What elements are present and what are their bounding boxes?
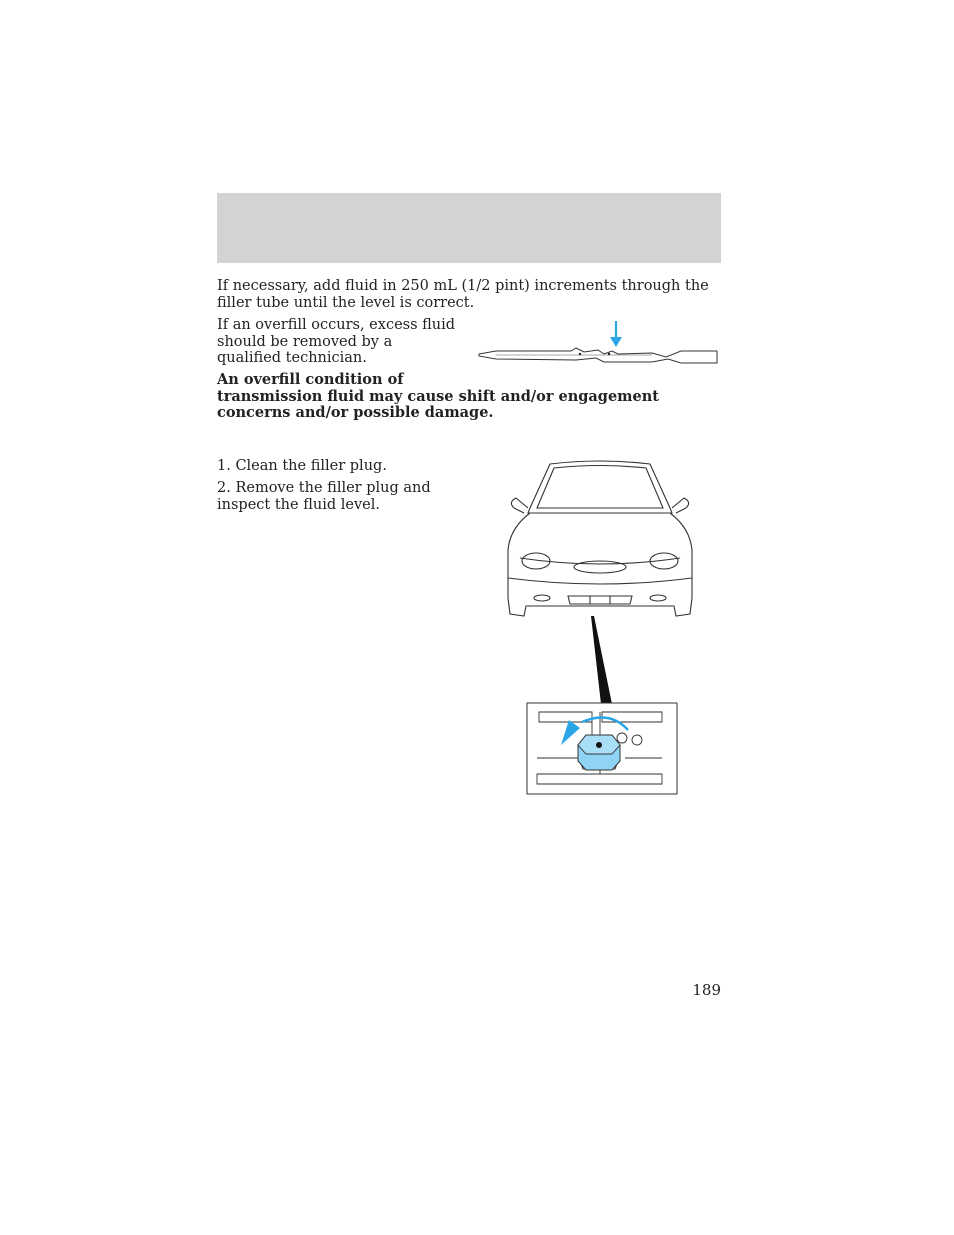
warning-text (217, 372, 721, 422)
car-front-icon (508, 461, 692, 616)
car-filler-plug-illustration (500, 458, 700, 798)
warning-line-2: transmission fluid may cause shift and/or engagement concerns and/or possible damage. (217, 387, 659, 421)
dipstick-illustration (476, 318, 721, 368)
step-clean-plug: 1. Clean the filler plug. (217, 458, 387, 474)
arrow-down-icon (610, 337, 622, 347)
paragraph-add-fluid: If necessary, add fluid in 250 mL (1/2 pint) increments through the filler tube until the level is correct. (217, 278, 709, 311)
section-header-band (217, 193, 721, 263)
warning-line-1: An overfill condition of (217, 371, 404, 388)
paragraph-overfill: If an overfill occurs, excess fluid should be removed by a qualified technician. (217, 317, 456, 366)
step-remove-plug: 2. Remove the filler plug and inspect the fluid level. (217, 480, 431, 513)
page-number: 189 (692, 981, 721, 999)
leader-pointer (591, 616, 612, 704)
